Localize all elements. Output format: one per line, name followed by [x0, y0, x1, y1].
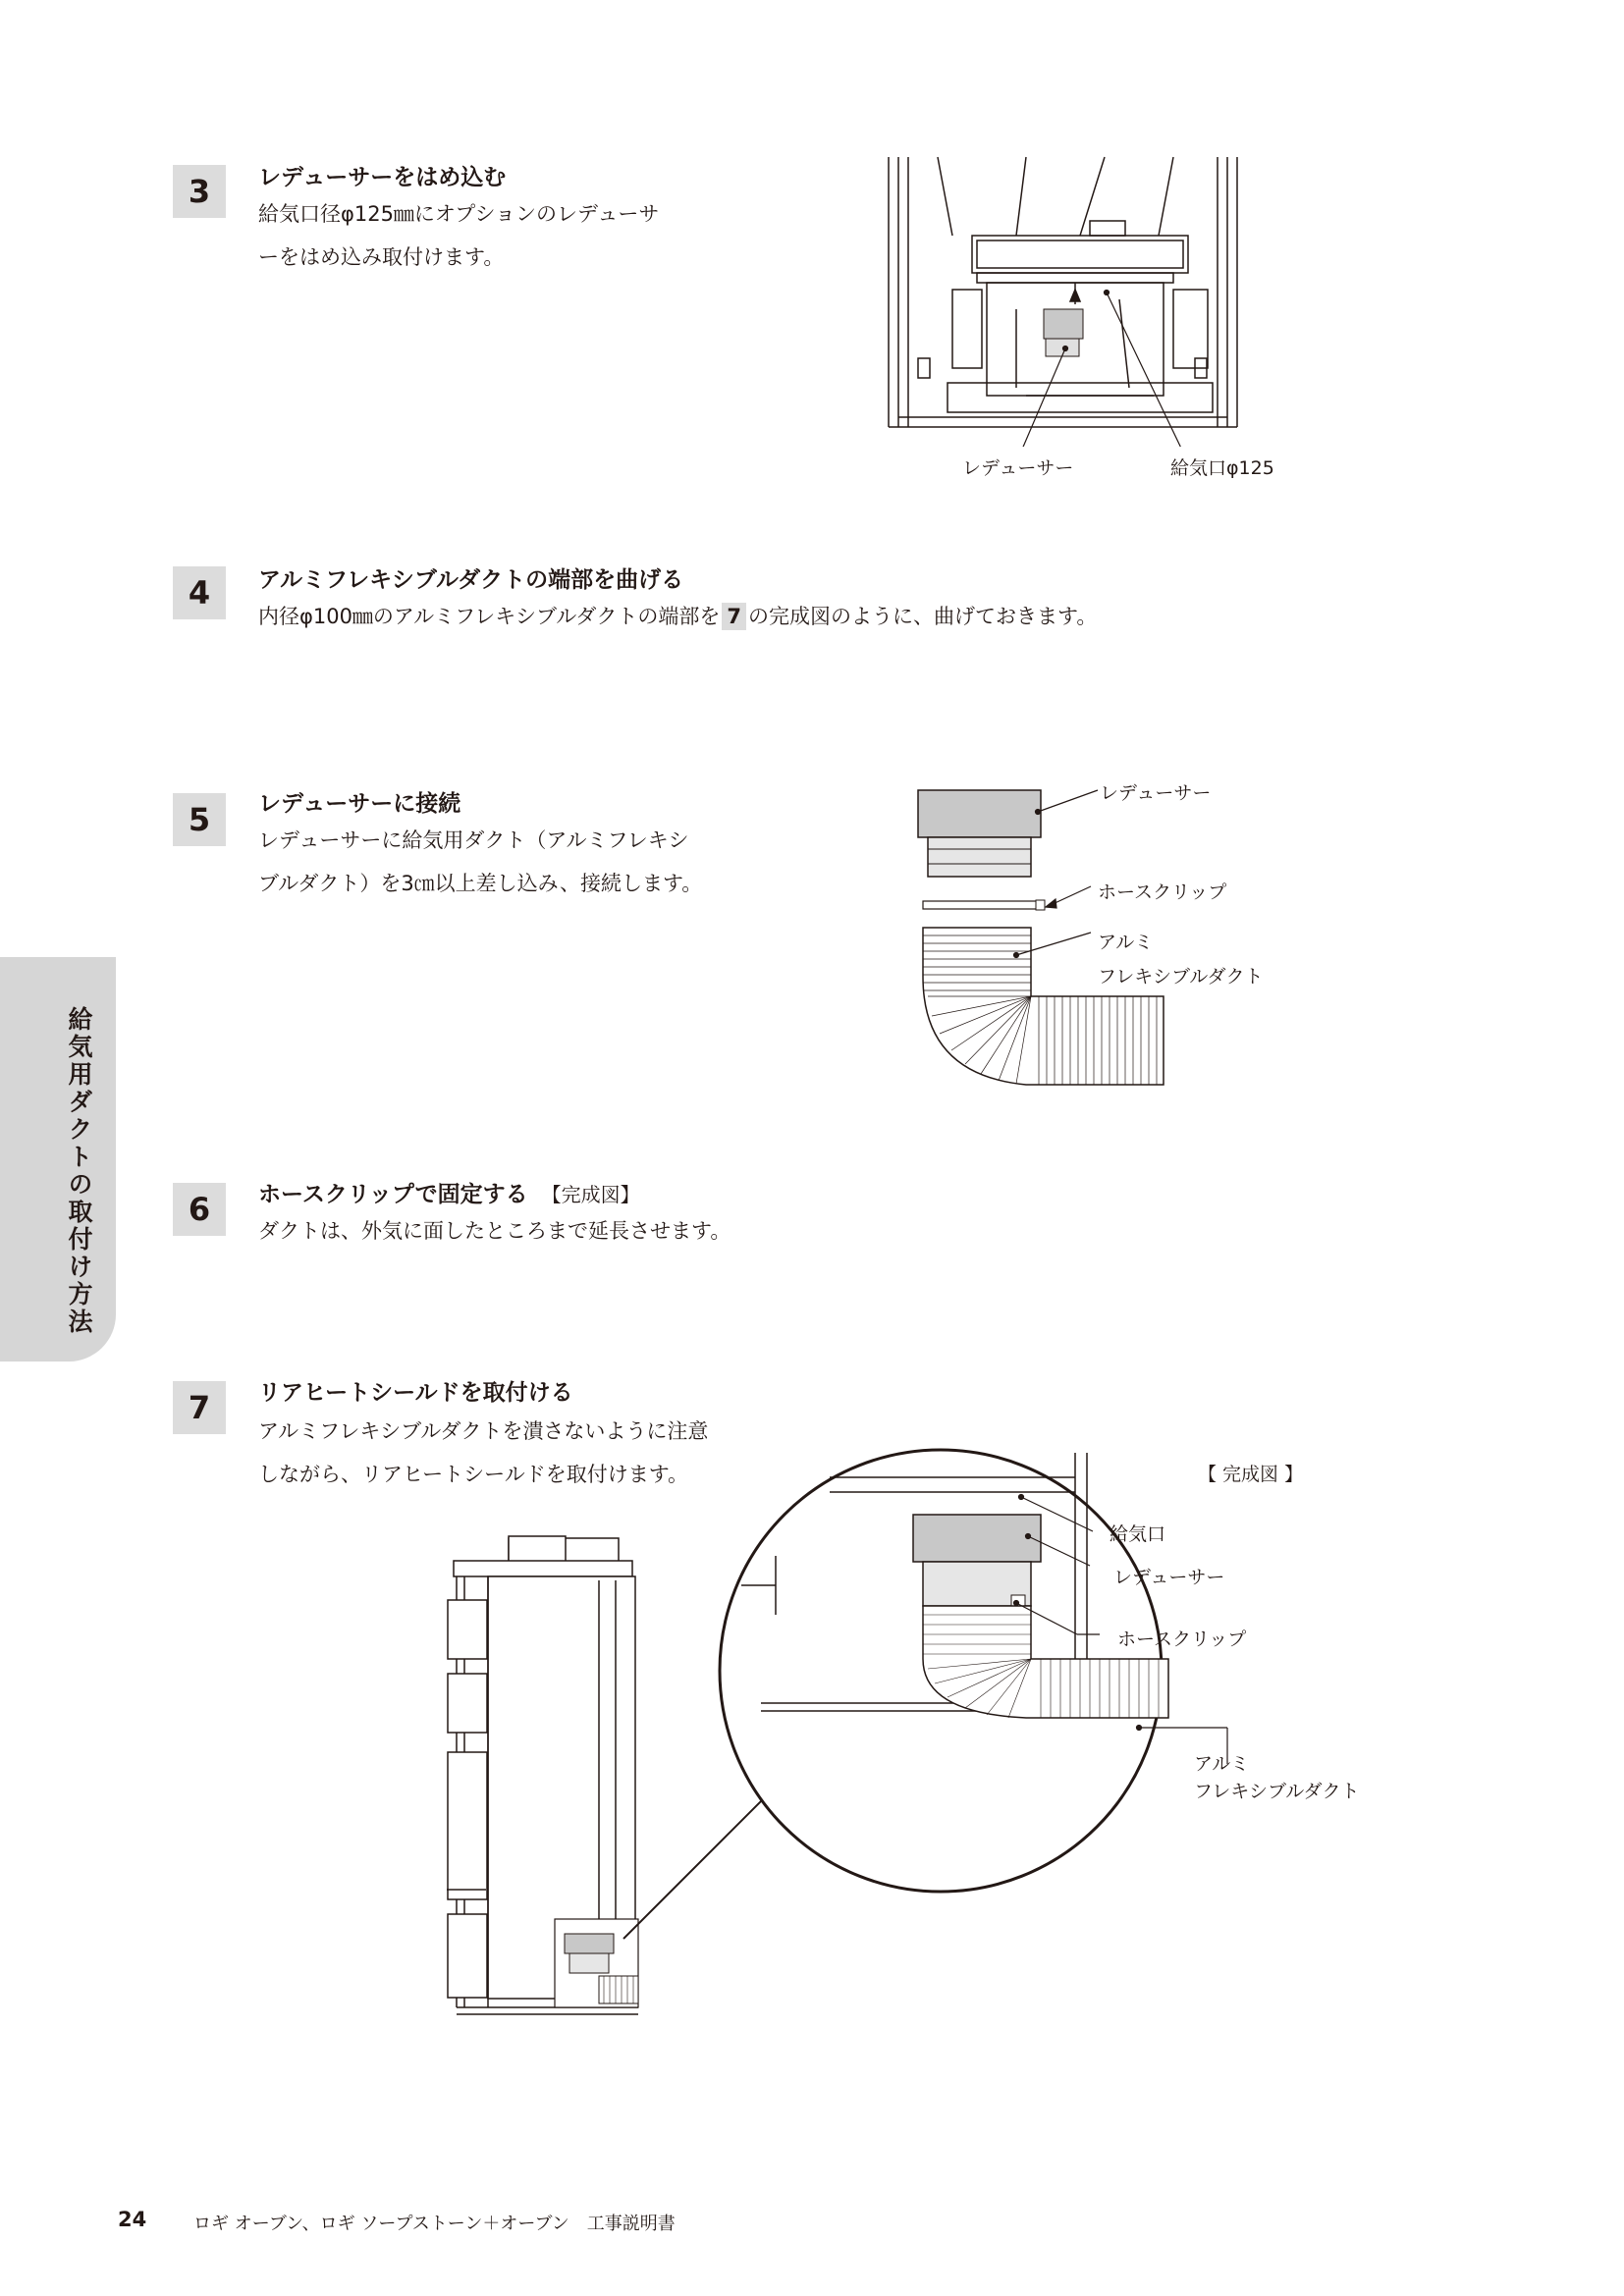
step-3-title: レデューサーをはめ込む — [258, 165, 507, 190]
diagram7-label-duct-1: アルミ — [1194, 1753, 1250, 1775]
step-5-number: 5 — [173, 793, 226, 846]
diagram7-label-clip: ホースクリップ — [1117, 1629, 1247, 1650]
step-6-number: 6 — [173, 1183, 226, 1236]
step-7-line-2: しながら、リアヒートシールドを取付けます。 — [258, 1463, 689, 1486]
diagram7-caption: 【 完成図 】 — [1198, 1464, 1304, 1485]
diagram5-label-reducer: レデューサー — [1100, 782, 1212, 804]
diagram7-label-inlet: 給気口 — [1110, 1523, 1166, 1545]
diagram5-label-clip: ホースクリップ — [1098, 881, 1227, 903]
step-5-line-2: ブルダクト）を3㎝以上差し込み、接続します。 — [258, 872, 703, 895]
step-4-title: アルミフレキシブルダクトの端部を曲げる — [258, 567, 684, 593]
step-5-body — [258, 819, 702, 905]
step-7-number: 7 — [173, 1381, 226, 1434]
step-5-title: レデューサーに接続 — [258, 791, 461, 817]
page-number: 24 — [118, 2208, 147, 2231]
side-tab-label: 給気用ダクトの取付け方法 — [65, 1006, 93, 1336]
diagram7-label-duct-2: フレキシブルダクト — [1194, 1781, 1360, 1802]
step-3-number: 3 — [173, 165, 226, 218]
step-7-title: リアヒートシールドを取付ける — [258, 1380, 573, 1406]
diagram5-label-duct-1: アルミ — [1098, 932, 1154, 953]
step-4-text-after: の完成図のように、曲げておきます。 — [748, 605, 1098, 628]
diagram3-label-reducer: レデューサー — [962, 457, 1074, 479]
step-3-line-2: ーをはめ込み取付けます。 — [258, 245, 505, 269]
step-6-title-text: ホースクリップで固定する — [258, 1182, 528, 1207]
diagram7-label-reducer: レデューサー — [1113, 1567, 1225, 1588]
step-4-text-before: 内径φ100㎜のアルミフレキシブルダクトの端部を — [258, 605, 721, 628]
step-5-line-1: レデューサーに給気用ダクト（アルミフレキシ — [258, 828, 689, 852]
step-7-line-1: アルミフレキシブルダクトを潰さないように注意 — [258, 1419, 709, 1443]
step-4-ref-badge: 7 — [722, 603, 746, 630]
diagram-reducer-install — [879, 152, 1252, 447]
footer-title: ロギ オーブン、ロギ ソープストーン＋オーブン 工事説明書 — [193, 2214, 676, 2234]
step-4-number: 4 — [173, 566, 226, 619]
step-6-body — [258, 1209, 731, 1253]
step-6-line-1: ダクトは、外気に面したところまで延長させます。 — [258, 1219, 731, 1243]
step-3-body — [258, 192, 659, 279]
step-4-body — [258, 595, 1097, 638]
diagram5-label-duct-2: フレキシブルダクト — [1098, 966, 1264, 988]
step-3-line-1: 給気口径φ125㎜にオプションのレデューサ — [258, 202, 660, 226]
step-6-title — [258, 1176, 640, 1208]
step-6-note: 【完成図】 — [541, 1183, 640, 1206]
diagram3-label-inlet: 給気口φ125 — [1170, 457, 1274, 479]
side-tab — [0, 957, 116, 1362]
